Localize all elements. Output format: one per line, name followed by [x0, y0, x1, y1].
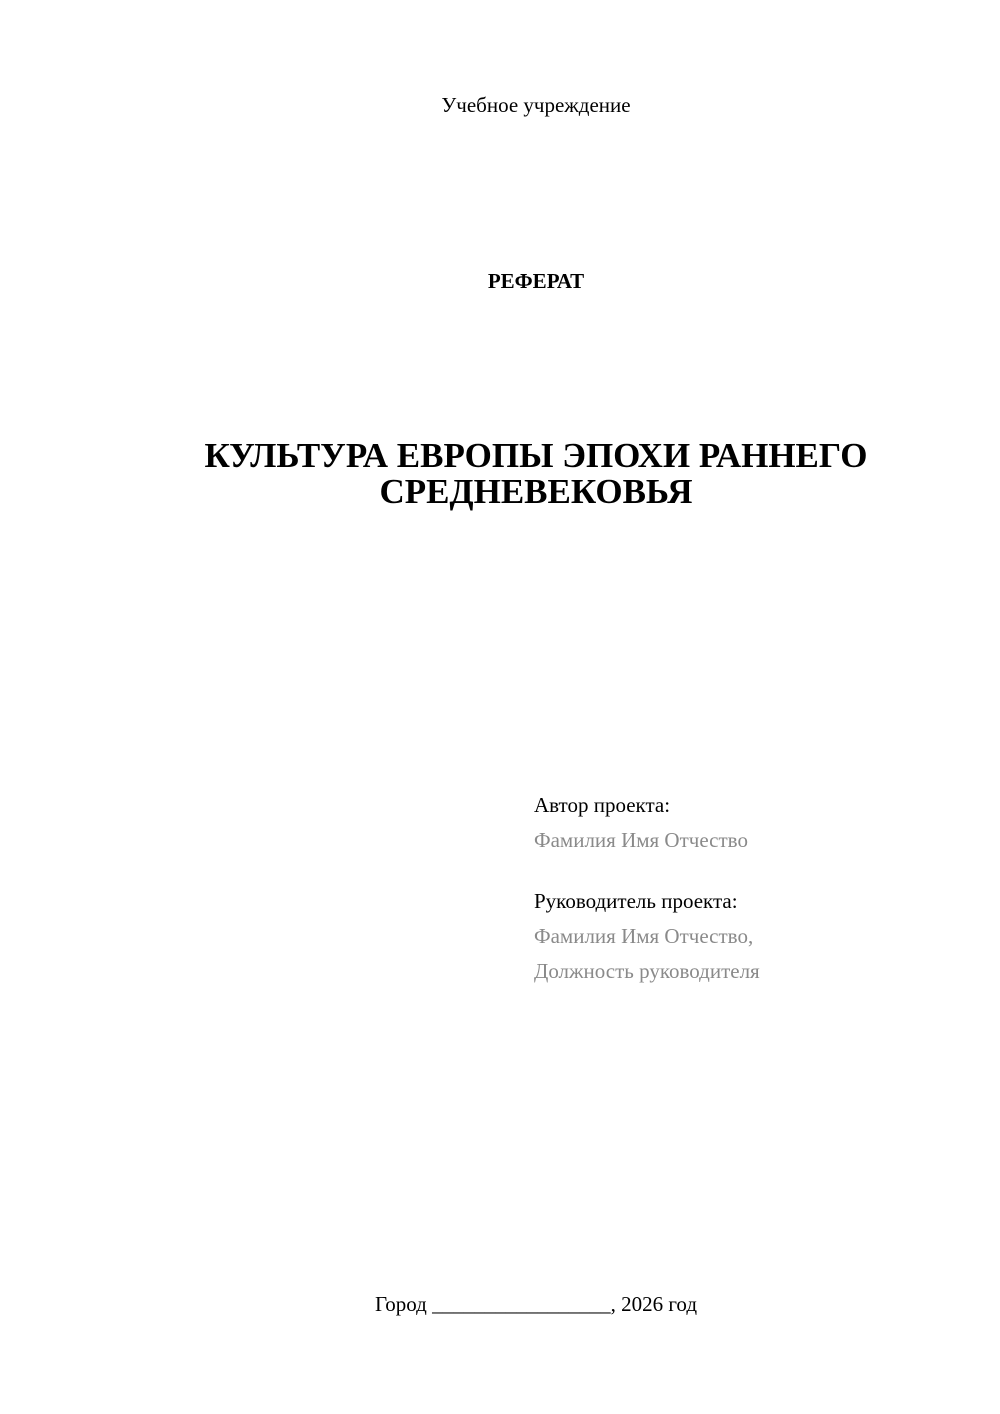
document-title-line-1: КУЛЬТУРА ЕВРОПЫ ЭПОХИ РАННЕГО — [204, 436, 868, 475]
institution-name: Учебное учреждение — [441, 93, 631, 117]
document-title-line-2: СРЕДНЕВЕКОВЬЯ — [379, 472, 693, 511]
document-title — [72, 438, 1000, 510]
author-name: Фамилия Имя Отчество — [534, 828, 748, 852]
credits-spacer — [534, 858, 974, 884]
credits-block — [534, 788, 974, 989]
author-label: Автор проекта: — [534, 793, 671, 817]
supervisor-position: Должность руководителя — [534, 959, 760, 983]
city-year-line: Город _________________, 2026 год — [374, 1292, 698, 1316]
supervisor-name: Фамилия Имя Отчество, — [534, 924, 754, 948]
supervisor-label: Руководитель проекта: — [534, 889, 738, 913]
document-type: РЕФЕРАТ — [487, 269, 585, 293]
